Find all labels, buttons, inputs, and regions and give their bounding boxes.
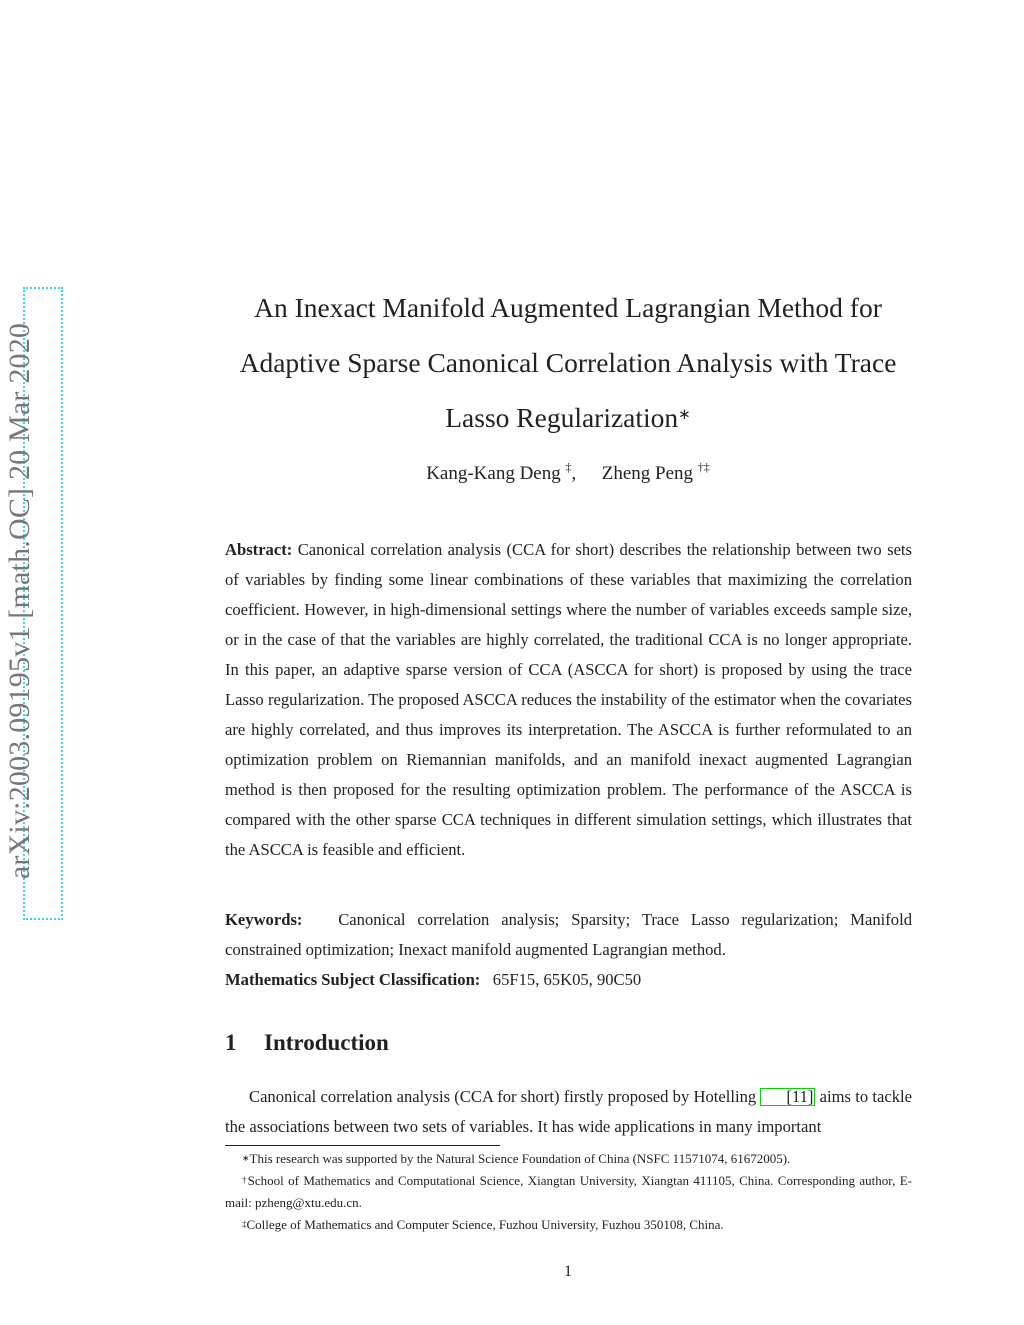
title-footnote-mark: ∗ — [678, 407, 691, 423]
footnote-3-text: College of Mathematics and Computer Science, Fuzhou University, Fuzhou 350108, China. — [246, 1217, 724, 1232]
title-line-2: Adaptive Sparse Canonical Correlation Analysis with Trace — [239, 347, 897, 378]
arxiv-identifier[interactable]: arXiv:2003.09195v1 [math.OC] 20 Mar 2020 — [3, 322, 36, 880]
author-2: Zheng Peng — [601, 463, 694, 484]
section-title: Introduction — [264, 1030, 389, 1055]
footnote-1-text: This research was supported by the Natural Science Foundation of China (NSFC 11571074, 61672005). — [249, 1151, 791, 1166]
intro-text-after-cite: aims to tackle the associations between two sets of variables. It has wide applications in many important — [225, 1087, 912, 1136]
author-1-mark: ‡ — [565, 460, 572, 474]
section-heading — [225, 1030, 389, 1056]
abstract-label: Abstract: — [225, 540, 293, 559]
footnotes — [225, 1148, 912, 1236]
keywords-label: Keywords: — [225, 910, 303, 929]
msc-label: Mathematics Subject Classification: — [225, 970, 481, 989]
title-line-1: An Inexact Manifold Augmented Lagrangian Method for — [254, 292, 882, 323]
keywords-text: Canonical correlation analysis; Sparsity; Trace Lasso regularization; Manifold constrained optimization; Inexact manifold augmented Lagrangian method. — [225, 910, 912, 959]
intro-text-before-cite: Canonical correlation analysis (CCA for short) firstly proposed by Hotelling — [249, 1087, 757, 1106]
footnote-1-mark: ∗ — [242, 1153, 250, 1163]
author-separator: , — [571, 463, 577, 484]
abstract-text: Canonical correlation analysis (CCA for short) describes the relationship between two sets of variables by finding some linear combinations of these variables that maximizing the correlation coefficient. However, in high-dimensional settings where the number of variables exceeds sample size, or in the case of that the variables are highly correlated, the traditional CCA is no longer appropriate. In this paper, an adaptive sparse version of CCA (ASCCA for short) is proposed by using the trace Lasso regularization. The proposed ASCCA reduces the instability of the estimator when the covariates are highly correlated, and thus improves its interpretation. The ASCCA is further reformulated to an optimization problem on Riemannian manifolds, and an manifold inexact augmented Lagrangian method is then proposed for the resulting optimization problem. The performance of the ASCCA is compared with the other sparse CCA techniques in different simulation settings, which illustrates that the ASCCA is feasible and efficient. — [225, 540, 912, 859]
footnote-1 — [225, 1148, 912, 1170]
msc-codes: 65F15, 65K05, 90C50 — [492, 970, 642, 989]
section-number: 1 — [225, 1030, 237, 1055]
citation-link[interactable]: [11] — [760, 1088, 815, 1106]
author-2-mark: †‡ — [697, 460, 710, 474]
title-line-3-text: Lasso Regularization — [445, 402, 679, 433]
footnote-2-text: School of Mathematics and Computational Science, Xiangtan University, Xiangtan 411105, China. Corresponding author, E-mail: pzheng@xtu.edu.cn. — [225, 1173, 913, 1210]
footnote-3 — [225, 1214, 912, 1236]
footnote-2-mark: † — [242, 1175, 248, 1185]
footnote-2 — [225, 1170, 912, 1214]
author-1: Kang-Kang Deng — [426, 463, 561, 484]
footnote-divider — [225, 1145, 500, 1146]
abstract — [225, 535, 912, 865]
author-list — [200, 460, 936, 485]
intro-paragraph — [225, 1082, 912, 1142]
title-line-3 — [200, 390, 936, 445]
paper-title — [200, 280, 936, 445]
subject-classification — [225, 965, 912, 995]
page-number: 1 — [564, 1263, 572, 1280]
footnote-3-mark: ‡ — [242, 1219, 247, 1229]
keywords — [225, 905, 912, 965]
